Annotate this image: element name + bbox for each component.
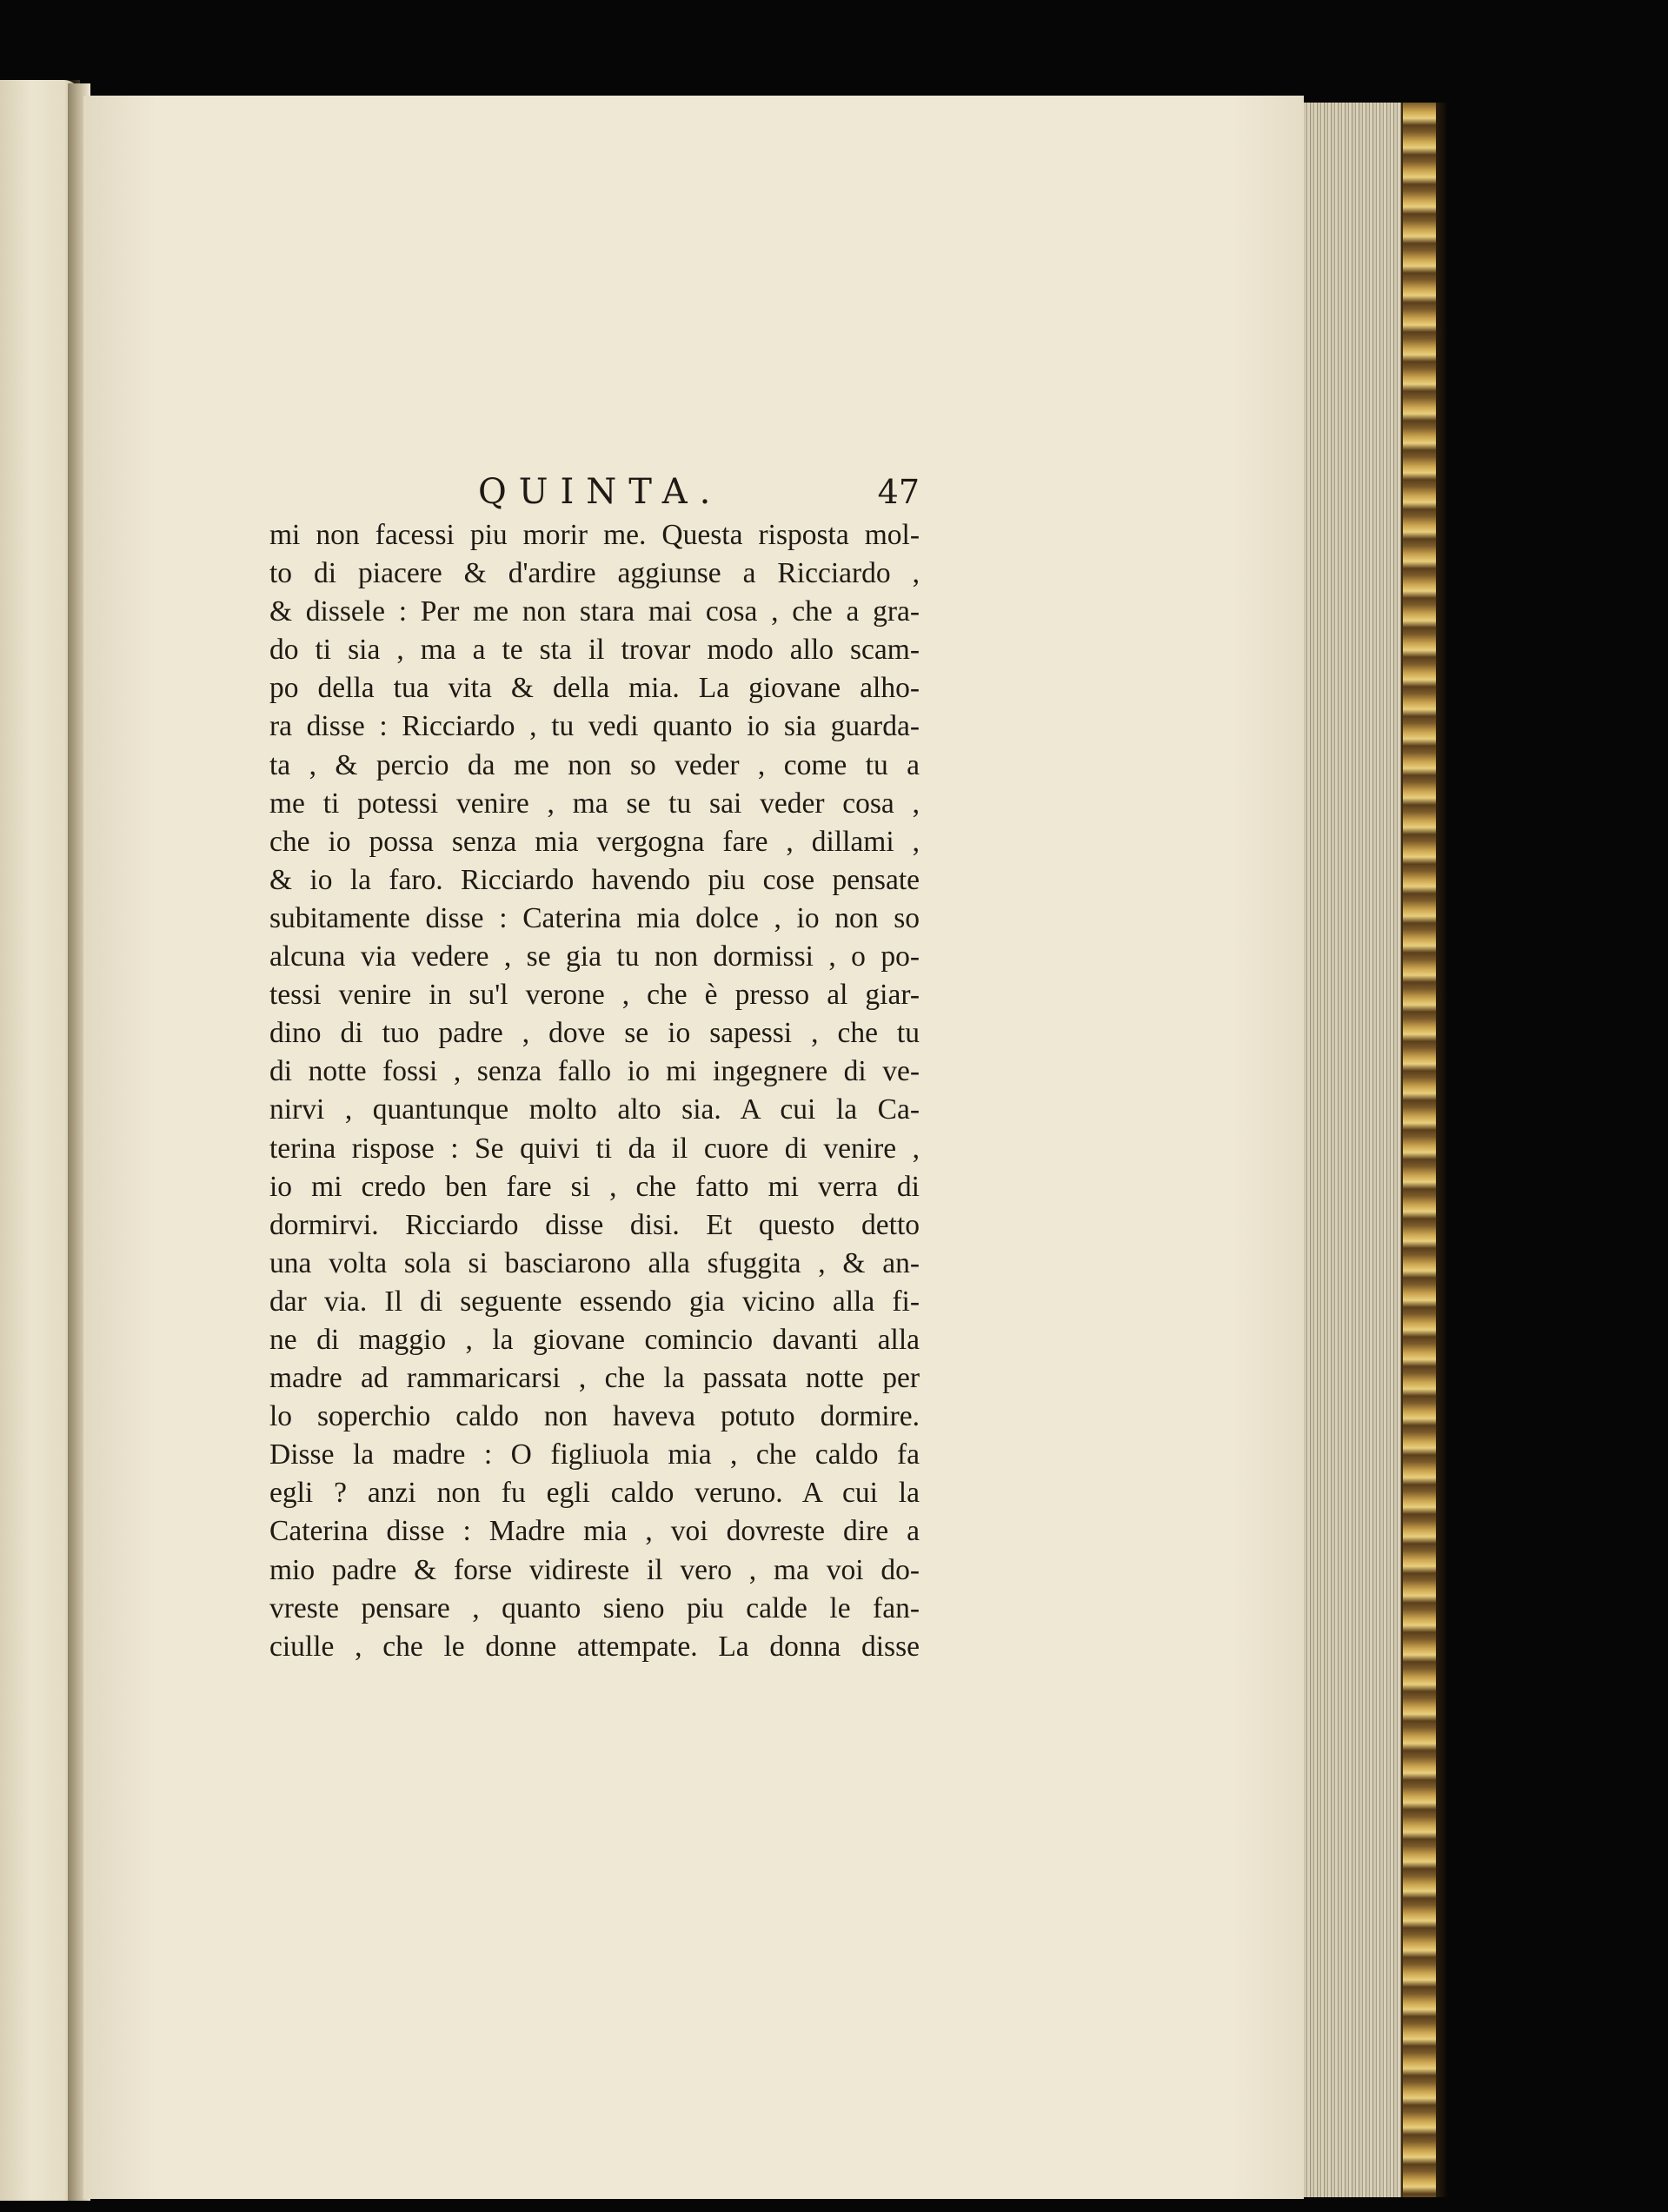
text-line: lo soperchio caldo non haveva potuto dormire. xyxy=(269,1400,920,1433)
text-line: che io possa senza mia vergogna fare , dillami , xyxy=(269,825,920,858)
text-line: & io la faro. Ricciardo havendo piu cose pensate xyxy=(269,863,920,896)
body-text xyxy=(269,516,920,1666)
text-line: me ti potessi venire , ma se tu sai veder cosa , xyxy=(269,787,920,820)
page-fore-edge xyxy=(1304,103,1401,2197)
text-line: Disse la madre : O figliuola mia , che caldo fa xyxy=(269,1438,920,1471)
text-line: do ti sia , ma a te sta il trovar modo allo scam- xyxy=(269,634,920,667)
text-line: vreste pensare , quanto sieno piu calde le fan- xyxy=(269,1591,920,1624)
text-line: terina rispose : Se quivi ti da il cuore di venire , xyxy=(269,1132,920,1165)
gilt-binding-edge xyxy=(1401,103,1438,2197)
text-line: dar via. Il di seguente essendo gia vicino alla fi- xyxy=(269,1285,920,1318)
text-line: madre ad rammaricarsi , che la passata notte per xyxy=(269,1362,920,1395)
text-line: dino di tuo padre , dove se io sapessi , che tu xyxy=(269,1017,920,1050)
text-line: dormirvi. Ricciardo disse disi. Et questo detto xyxy=(269,1208,920,1241)
text-line: mio padre & forse vidireste il vero , ma voi do- xyxy=(269,1553,920,1586)
text-line: subitamente disse : Caterina mia dolce , io non so xyxy=(269,901,920,934)
text-line: ciulle , che le donne attempate. La donna disse xyxy=(269,1630,920,1663)
binding-shadow xyxy=(1436,103,1448,2197)
text-line: ne di maggio , la giovane comincio davanti alla xyxy=(269,1323,920,1356)
text-line: egli ? anzi non fu egli caldo veruno. A cui la xyxy=(269,1477,920,1510)
text-line: mi non facessi piu morir me. Questa risposta mol- xyxy=(269,519,920,551)
text-line: alcuna via vedere , se gia tu non dormissi , o po- xyxy=(269,940,920,973)
text-block xyxy=(269,468,920,1666)
text-line: po della tua vita & della mia. La giovane alho- xyxy=(269,672,920,705)
running-title: QUINTA. xyxy=(478,472,723,512)
text-line: tessi venire in su'l verone , che è presso al giar- xyxy=(269,979,920,1012)
text-line: Caterina disse : Madre mia , voi dovreste dire a xyxy=(269,1515,920,1548)
text-line: to di piacere & d'ardire aggiunse a Ricciardo , xyxy=(269,557,920,590)
text-line: ra disse : Ricciardo , tu vedi quanto io sia guarda- xyxy=(269,710,920,743)
text-line: nirvi , quantunque molto alto sia. A cui la Ca- xyxy=(269,1093,920,1126)
text-line: di notte fossi , senza fallo io mi ingegnere di ve- xyxy=(269,1055,920,1088)
running-head xyxy=(269,468,920,516)
text-line: io mi credo ben fare si , che fatto mi verra di xyxy=(269,1170,920,1203)
page-number: 47 xyxy=(877,473,920,511)
text-line: una volta sola si basciarono alla sfuggita , & an- xyxy=(269,1246,920,1279)
text-line: ta , & percio da me non so veder , come tu a xyxy=(269,748,920,781)
text-line: & dissele : Per me non stara mai cosa , che a gra- xyxy=(269,595,920,628)
